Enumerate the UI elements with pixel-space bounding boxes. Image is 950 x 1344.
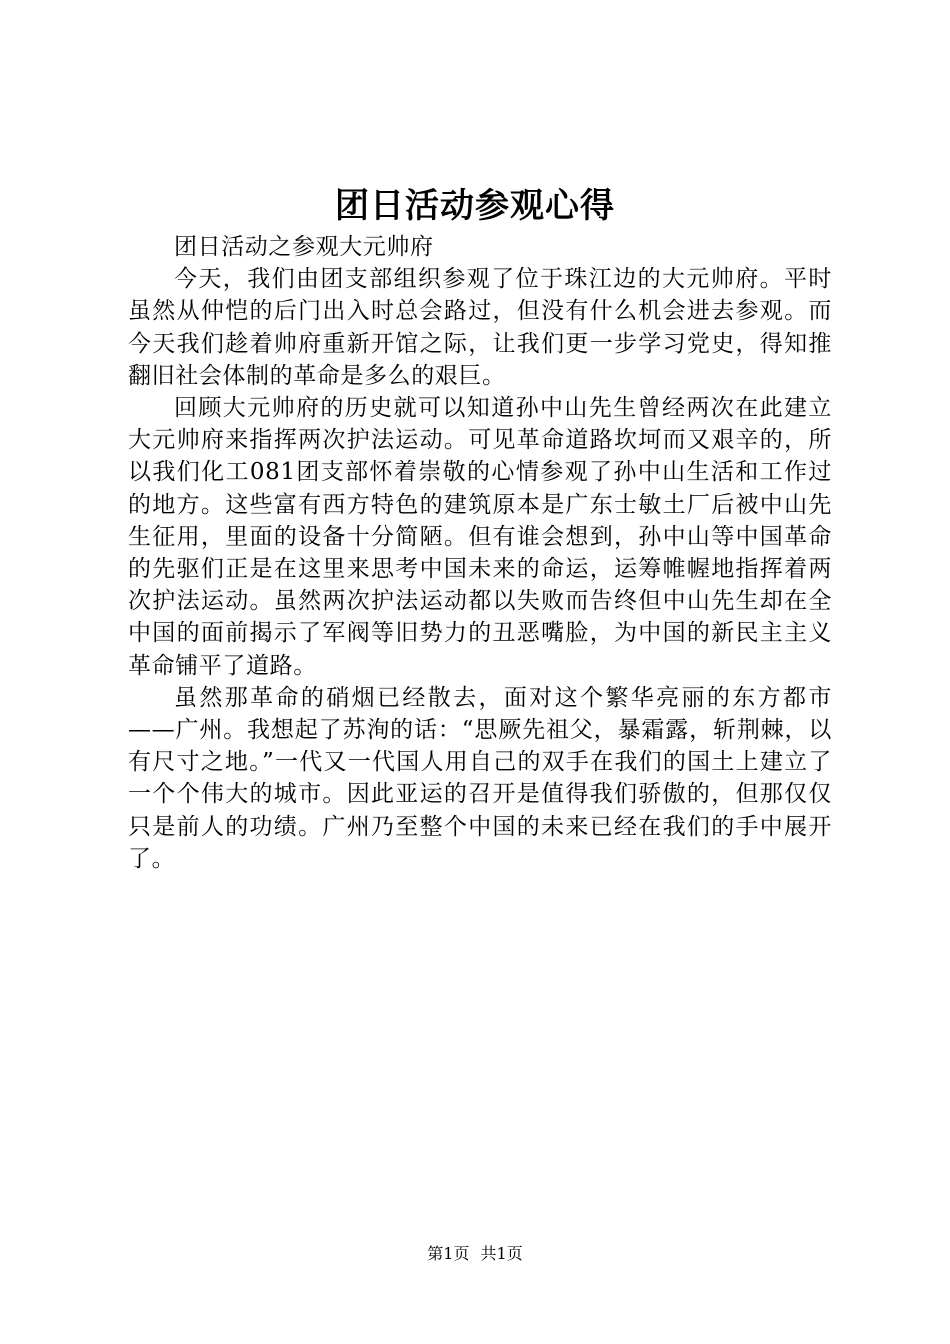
document-body	[128, 231, 832, 875]
paragraph-2: 回顾大元帅府的历史就可以知道孙中山先生曾经两次在此建立大元帅府来指挥两次护法运动。可见革命道路坎坷而又艰辛的，所以我们化工081团支部怀着崇敬的心情参观了孙中山生活和工作过的地方。这些富有西方特色的建筑原本是广东士敏土厂后被中山先生征用，里面的设备十分简陋。但有谁会想到，孙中山等中国革命的先驱们正是在这里来思考中国未来的命运，运筹帷幄地指挥着两次护法运动。虽然两次护法运动都以失败而告终但中山先生却在全中国的面前揭示了军阀等旧势力的丑恶嘴脸，为中国的新民主主义革命铺平了道路。	[128, 395, 832, 679]
page-footer	[0, 1243, 950, 1265]
page-total: 共1页	[480, 1244, 523, 1263]
paragraph-1: 今天，我们由团支部组织参观了位于珠江边的大元帅府。平时虽然从仲恺的后门出入时总会路过，但没有什么机会进去参观。而今天我们趁着帅府重新开馆之际，让我们更一步学习党史，得知推翻旧社会体制的革命是多么的艰巨。	[128, 266, 832, 389]
document-title: 团日活动参观心得	[335, 186, 615, 226]
page-number: 第1页	[427, 1244, 470, 1263]
paragraph-3: 虽然那革命的硝烟已经散去，面对这个繁华亮丽的东方都市——广州。我想起了苏洵的话：“思厥先祖父，暴霜露，斩荆棘，以有尺寸之地。”一代又一代国人用自己的双手在我们的国土上建立了一个个伟大的城市。因此亚运的召开是值得我们骄傲的，但那仅仅只是前人的功绩。广州乃至整个中国的未来已经在我们的手中展开了。	[128, 684, 832, 872]
document-subtitle: 团日活动之参观大元帅府	[174, 234, 434, 260]
